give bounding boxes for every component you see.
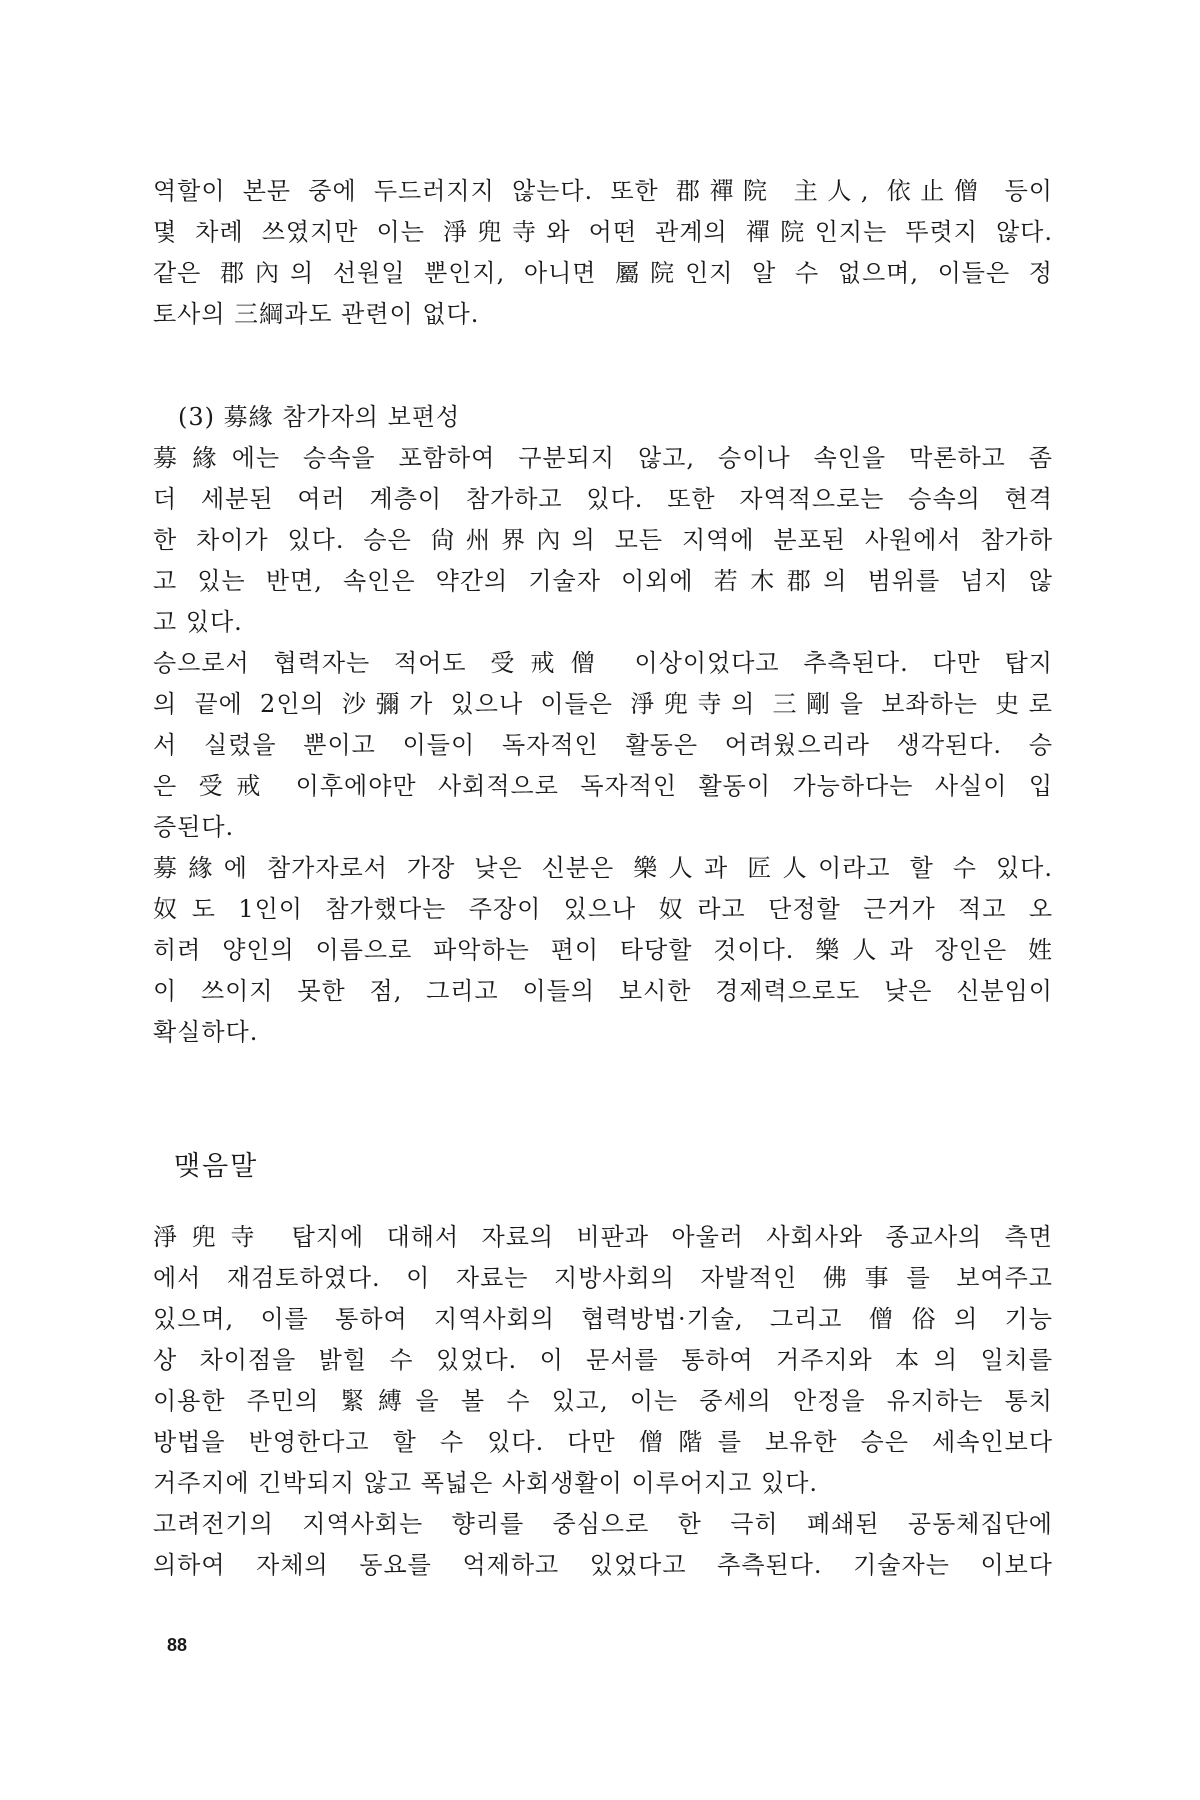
text-line: 있으며, 이를 통하여 지역사회의 협력방법·기술, 그리고 僧俗의 기능: [153, 1305, 1053, 1333]
text-line: 토사의 三綱과도 관련이 없다.: [153, 300, 480, 328]
text-line: 서 실렸을 뿐이고 이들이 독자적인 활동은 어려웠으리라 생각된다. 승: [153, 731, 1053, 759]
text-line: 확실하다.: [153, 1018, 259, 1046]
text-line: 증된다.: [153, 813, 235, 841]
text-line: 한 차이가 있다. 승은 尙州界內의 모든 지역에 분포된 사원에서 참가하: [153, 526, 1053, 554]
text-line: 같은 郡內의 선원일 뿐인지, 아니면 屬院인지 알 수 없으며, 이들은 정: [153, 259, 1053, 287]
text-line: 이 쓰이지 못한 점, 그리고 이들의 보시한 경제력으로도 낮은 신분임이: [153, 977, 1053, 1005]
subheading: (3) 募緣 참가자의 보편성: [178, 403, 461, 431]
text-line: 승으로서 협력자는 적어도 受戒僧 이상이었다고 추측된다. 다만 탑지: [153, 649, 1053, 677]
paragraph-1: [153, 171, 1053, 335]
text-line: 역할이 본문 중에 두드러지지 않는다. 또한 郡禪院 主人, 依止僧 등이: [153, 177, 1053, 205]
text-line: 몇 차례 쓰였지만 이는 淨兜寺와 어떤 관계의 禪院인지는 뚜렷지 않다.: [153, 218, 1053, 246]
paragraph-3: [153, 643, 1053, 848]
text-line: 募緣에 참가자로서 가장 낮은 신분은 樂人과 匠人이라고 할 수 있다.: [153, 854, 1053, 882]
text-line: 의하여 자체의 동요를 억제하고 있었다고 추측된다. 기술자는 이보다: [153, 1551, 1053, 1579]
page-number: 88: [167, 1635, 188, 1655]
text-line: 방법을 반영한다고 할 수 있다. 다만 僧階를 보유한 승은 세속인보다: [153, 1428, 1053, 1456]
text-line: 상 차이점을 밝힐 수 있었다. 이 문서를 통하여 거주지와 本의 일치를: [153, 1346, 1053, 1374]
paragraph-6: [153, 1504, 1053, 1586]
text-line: 더 세분된 여러 계층이 참가하고 있다. 또한 자역적으로는 승속의 현격: [153, 485, 1053, 513]
paragraph-4: [153, 848, 1053, 1053]
text-line: 고려전기의 지역사회는 향리를 중심으로 한 극히 폐쇄된 공동체집단에: [153, 1510, 1053, 1538]
text-line: 거주지에 긴박되지 않고 폭넓은 사회생활이 이루어지고 있다.: [153, 1469, 819, 1497]
text-line: 히려 양인의 이름으로 파악하는 편이 타당할 것이다. 樂人과 장인은 姓: [153, 936, 1053, 964]
text-line: 募緣에는 승속을 포함하여 구분되지 않고, 승이나 속인을 막론하고 좀: [153, 444, 1053, 472]
paragraph-5: [153, 1217, 1053, 1504]
text-line: 이용한 주민의 緊縛을 볼 수 있고, 이는 중세의 안정을 유지하는 통치: [153, 1387, 1053, 1415]
text-line: 고 있는 반면, 속인은 약간의 기술자 이외에 若木郡의 범위를 넘지 않: [153, 567, 1053, 595]
text-line: 은 受戒 이후에야만 사회적으로 독자적인 활동이 가능하다는 사실이 입: [153, 772, 1053, 800]
text-line: 의 끝에 2인의 沙彌가 있으나 이들은 淨兜寺의 三剛을 보좌하는 史로: [153, 690, 1053, 718]
text-line: 에서 재검토하였다. 이 자료는 지방사회의 자발적인 佛事를 보여주고: [153, 1264, 1053, 1292]
section-title: 맺음말: [174, 1151, 259, 1182]
text-line: 고 있다.: [153, 608, 243, 636]
text-line: 淨兜寺 탑지에 대해서 자료의 비판과 아울러 사회사와 종교사의 측면: [153, 1223, 1053, 1251]
paragraph-2: [153, 438, 1053, 643]
text-line: 奴도 1인이 참가했다는 주장이 있으나 奴라고 단정할 근거가 적고 오: [153, 895, 1053, 923]
